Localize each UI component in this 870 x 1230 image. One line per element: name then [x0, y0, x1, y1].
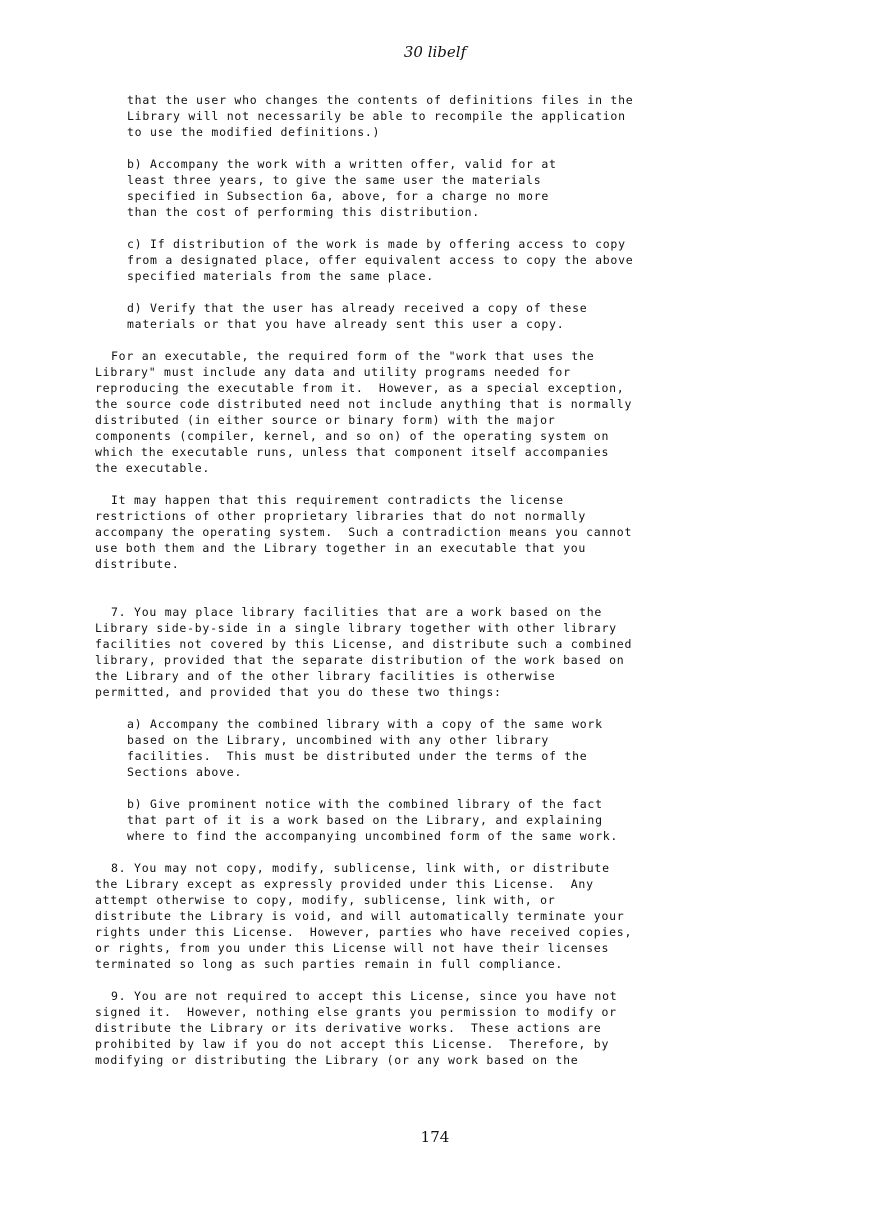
text-line: modifying or distributing the Library (or any work based on the	[95, 1053, 579, 1067]
text-line: Library will not necessarily be able to recompile the application	[127, 109, 626, 123]
text-line: Library side-by-side in a single library together with other library	[95, 621, 617, 635]
paragraph-item-7a	[95, 716, 795, 780]
text-line: It may happen that this requirement contradicts the license	[111, 493, 564, 507]
text-line: that part of it is a work based on the Library, and explaining	[127, 813, 603, 827]
text-line: b) Accompany the work with a written offer, valid for at	[127, 157, 557, 171]
text-line: the executable.	[95, 461, 211, 475]
text-line: b) Give prominent notice with the combined library of the fact	[127, 797, 603, 811]
text-line: 9. You are not required to accept this License, since you have not	[111, 989, 618, 1003]
text-line: distribute the Library is void, and will automatically terminate your	[95, 909, 625, 923]
text-line: Sections above.	[127, 765, 243, 779]
paragraph-section-7	[95, 604, 795, 700]
text-line: a) Accompany the combined library with a copy of the same work	[127, 717, 603, 731]
text-line: where to find the accompanying uncombined form of the same work.	[127, 829, 619, 843]
text-line: permitted, and provided that you do these two things:	[95, 685, 502, 699]
text-line: prohibited by law if you do not accept this License. Therefore, by	[95, 1037, 610, 1051]
text-line: which the executable runs, unless that component itself accompanies	[95, 445, 610, 459]
text-line: to use the modified definitions.)	[127, 125, 381, 139]
text-line: 7. You may place library facilities that are a work based on the	[111, 605, 603, 619]
text-line: materials or that you have already sent this user a copy.	[127, 317, 565, 331]
text-line: distribute.	[95, 557, 180, 571]
text-line: facilities. This must be distributed under the terms of the	[127, 749, 588, 763]
text-line: the Library except as expressly provided under this License. Any	[95, 877, 594, 891]
page-number: 174	[420, 1128, 450, 1146]
text-line: restrictions of other proprietary libraries that do not normally	[95, 509, 587, 523]
text-line: c) If distribution of the work is made by offering access to copy	[127, 237, 626, 251]
running-header: 30 libelf	[403, 43, 467, 61]
paragraph-continued	[95, 92, 795, 140]
text-line: library, provided that the separate distribution of the work based on	[95, 653, 625, 667]
text-line: the Library and of the other library facilities is otherwise	[95, 669, 556, 683]
text-line: distributed (in either source or binary form) with the major	[95, 413, 556, 427]
text-line: based on the Library, uncombined with any other library	[127, 733, 550, 747]
paragraph-section-8	[95, 860, 795, 972]
text-line: terminated so long as such parties remain in full compliance.	[95, 957, 564, 971]
text-line: specified in Subsection 6a, above, for a charge no more	[127, 189, 550, 203]
text-line: least three years, to give the same user the materials	[127, 173, 542, 187]
paragraph-item-c	[95, 236, 795, 284]
text-line: that the user who changes the contents of definitions files in the	[127, 93, 634, 107]
text-line: rights under this License. However, parties who have received copies,	[95, 925, 633, 939]
text-line: from a designated place, offer equivalent access to copy the above	[127, 253, 634, 267]
text-line: accompany the operating system. Such a contradiction means you cannot	[95, 525, 633, 539]
paragraph-item-b	[95, 156, 795, 220]
text-line: the source code distributed need not include anything that is normally	[95, 397, 633, 411]
paragraph-item-d	[95, 300, 795, 332]
text-line: For an executable, the required form of the "work that uses the	[111, 349, 595, 363]
text-line: or rights, from you under this License will not have their licenses	[95, 941, 610, 955]
text-line: use both them and the Library together in an executable that you	[95, 541, 587, 555]
text-line: d) Verify that the user has already received a copy of these	[127, 301, 588, 315]
text-line: facilities not covered by this License, and distribute such a combined	[95, 637, 633, 651]
paragraph-contradiction	[95, 492, 795, 572]
text-line: Library" must include any data and utility programs needed for	[95, 365, 571, 379]
paragraph-section-9	[95, 988, 795, 1068]
paragraph-executable	[95, 348, 795, 476]
text-line: components (compiler, kernel, and so on) of the operating system on	[95, 429, 610, 443]
text-line: distribute the Library or its derivative works. These actions are	[95, 1021, 602, 1035]
text-line: specified materials from the same place.	[127, 269, 434, 283]
text-line: than the cost of performing this distribution.	[127, 205, 480, 219]
paragraph-item-7b	[95, 796, 795, 844]
text-line: reproducing the executable from it. However, as a special exception,	[95, 381, 625, 395]
page-body	[95, 92, 795, 1068]
text-line: 8. You may not copy, modify, sublicense, link with, or distribute	[111, 861, 610, 875]
text-line: attempt otherwise to copy, modify, sublicense, link with, or	[95, 893, 556, 907]
text-line: signed it. However, nothing else grants you permission to modify or	[95, 1005, 617, 1019]
